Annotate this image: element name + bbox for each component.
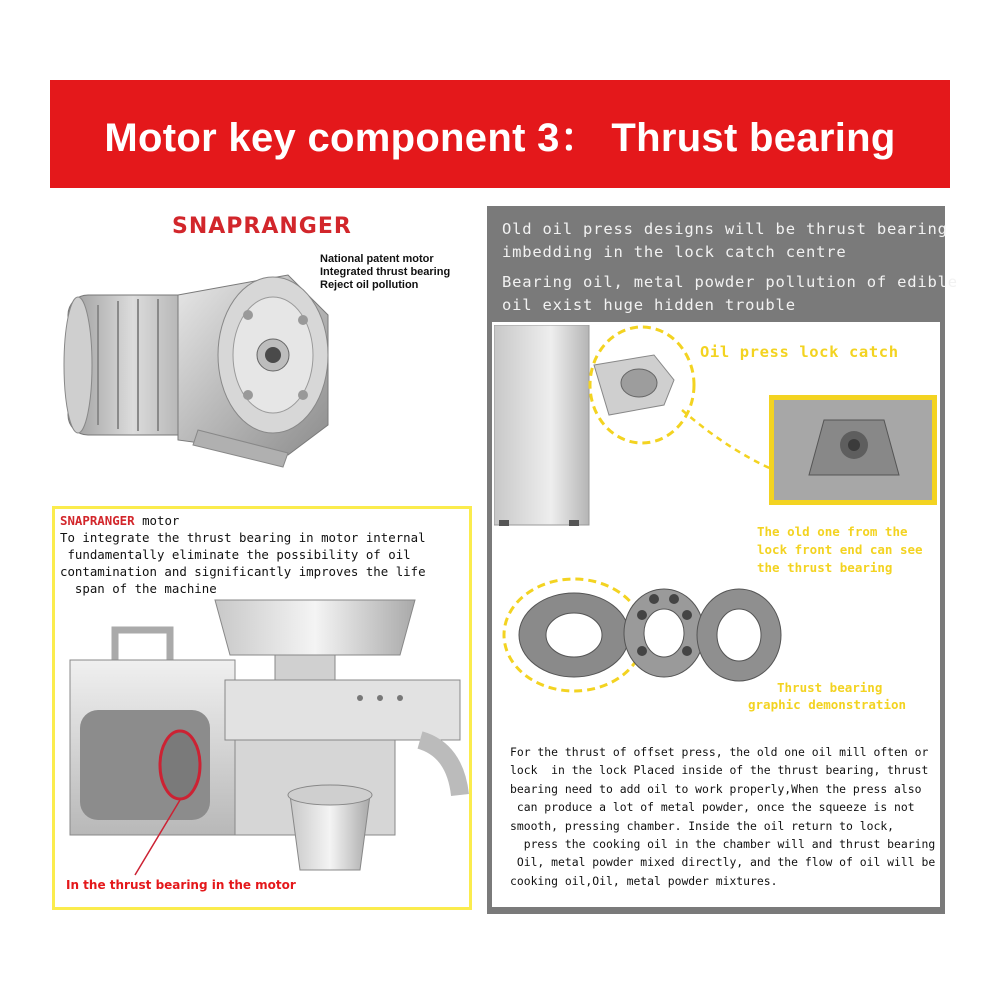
thrust-label-line-1: Thrust bearing bbox=[777, 680, 883, 695]
brand-label: SNAPRANGER bbox=[60, 513, 135, 528]
old-one-label-line-1: The old one from the bbox=[757, 524, 908, 539]
desc-line-1: To integrate the thrust bearing in motor internal bbox=[60, 530, 426, 545]
thrust-bearing-image bbox=[494, 575, 794, 695]
motor-feature-1: National patent motor bbox=[320, 253, 434, 265]
old-one-label-line-2: lock front end can see bbox=[757, 542, 923, 557]
desc-line: can produce a lot of metal powder, once the squeeze is not bbox=[510, 800, 915, 815]
desc-line-3: contamination and significantly improves the life bbox=[60, 564, 426, 579]
desc-line-2: fundamentally eliminate the possibility of oil bbox=[60, 547, 411, 562]
panel-header-line-2: imbedding in the lock catch centre bbox=[502, 243, 847, 261]
desc-line: smooth, pressing chamber. Inside the oil return to lock, bbox=[510, 818, 895, 833]
desc-line: lock in the lock Placed inside of the thrust bearing, thrust bbox=[510, 763, 929, 778]
old-design-description bbox=[510, 743, 935, 890]
title-banner bbox=[50, 80, 950, 188]
thrust-label-line-2: graphic demonstration bbox=[748, 697, 907, 712]
panel-header-line-3: Bearing oil, metal powder pollution of edible bbox=[502, 273, 958, 291]
brand-suffix: motor bbox=[134, 513, 180, 528]
motor-feature-2: Integrated thrust bearing bbox=[320, 266, 451, 278]
desc-line: Oil, metal powder mixed directly, and the flow of oil will be bbox=[510, 855, 936, 870]
desc-line: For the thrust of offset press, the old one oil mill often or bbox=[510, 745, 929, 759]
desc-line: bearing need to add oil to work properly,When the press also bbox=[510, 781, 922, 796]
motor-image bbox=[58, 255, 338, 475]
desc-line: cooking oil,Oil, metal powder mixtures. bbox=[510, 873, 778, 888]
motor-feature-3: Reject oil pollution bbox=[320, 279, 419, 291]
panel-header-line-4: oil exist huge hidden trouble bbox=[502, 296, 796, 314]
desc-line-4: span of the machine bbox=[60, 581, 217, 596]
motor-caption: In the thrust bearing in the motor bbox=[66, 878, 296, 892]
desc-line: press the cooking oil in the chamber will and thrust bearing bbox=[510, 837, 936, 852]
old-one-label-line-3: the thrust bearing bbox=[757, 560, 893, 575]
brand-logo-top: SNAPRANGER bbox=[172, 214, 352, 239]
panel-header-line-1: Old oil press designs will be thrust bearing bbox=[502, 220, 948, 238]
banner-title: Motor key component 3： Thrust bearing bbox=[104, 115, 896, 160]
lock-catch-label: Oil press lock catch bbox=[700, 343, 899, 361]
oil-press-image bbox=[60, 580, 470, 880]
